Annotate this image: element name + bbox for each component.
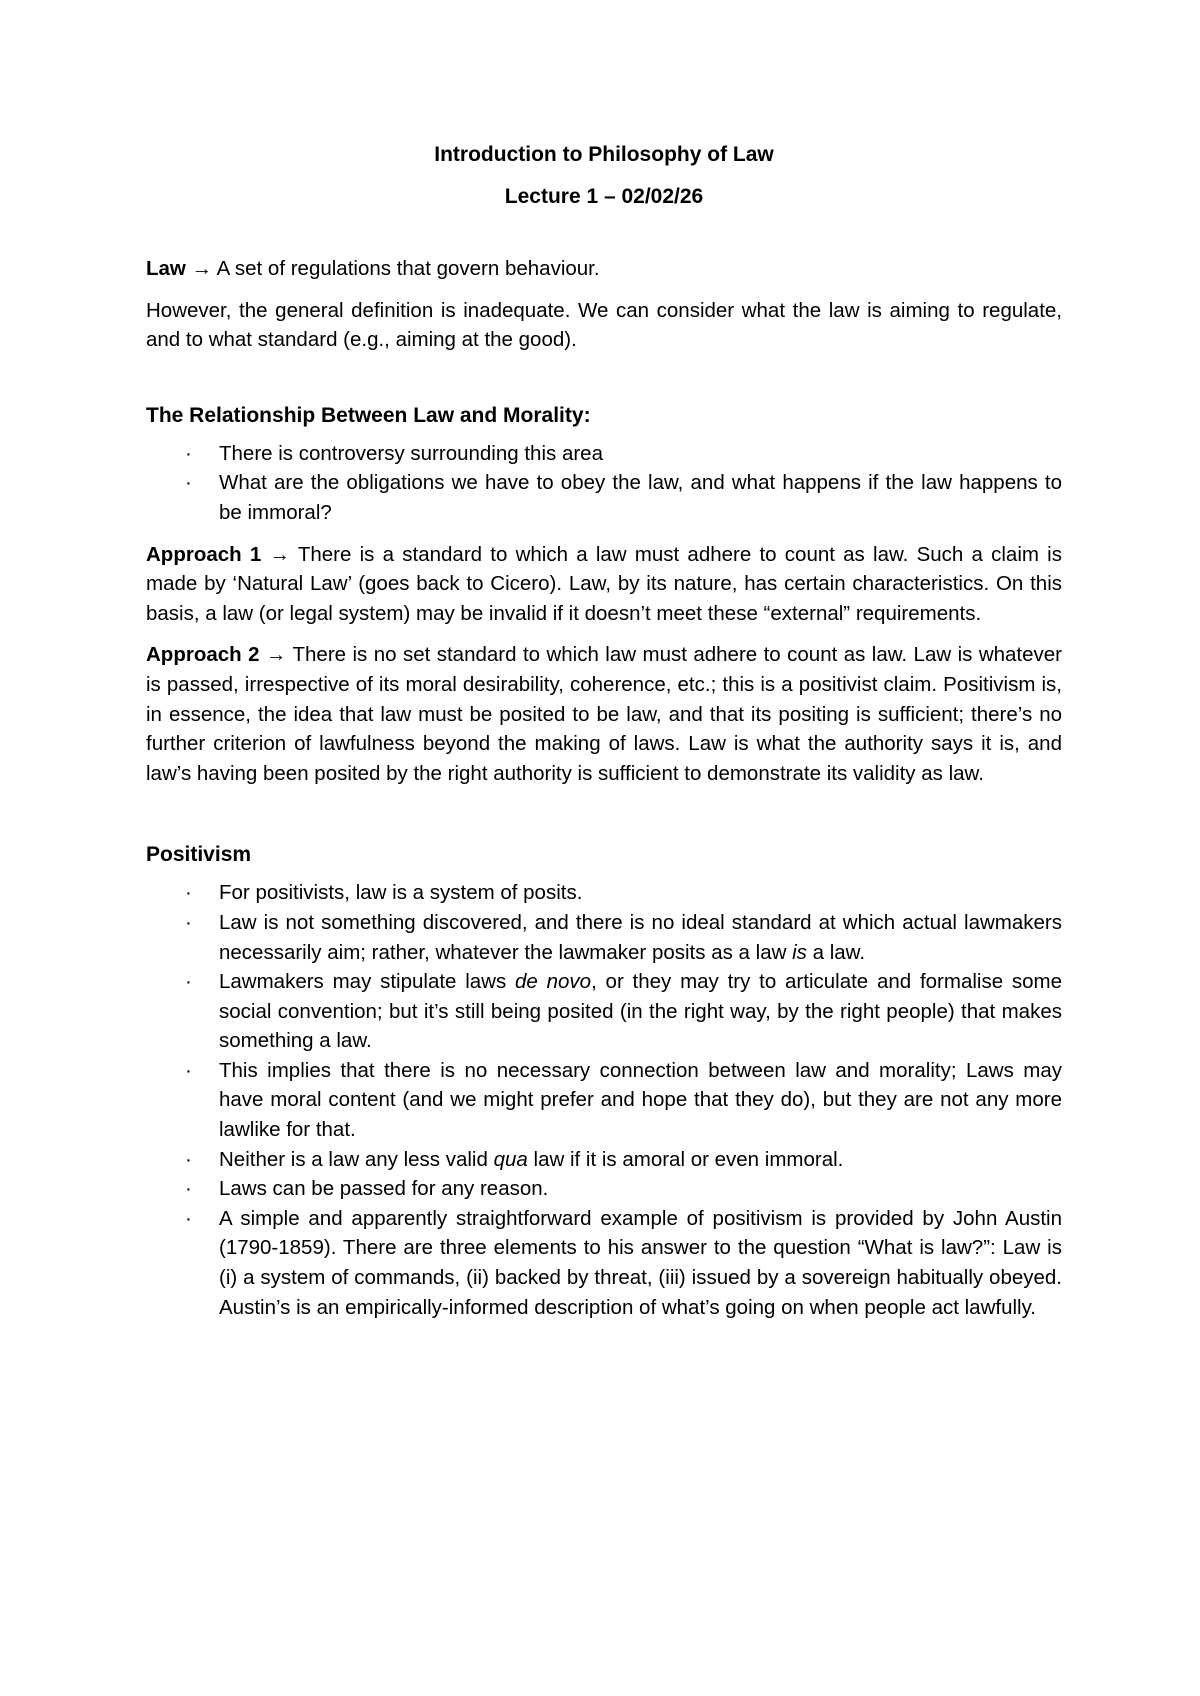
intro-paragraph: However, the general definition is inadequate. We can consider what the law is aiming to regulate, and to what standard (e.g., aiming at the good). xyxy=(146,298,1062,352)
bullet-icon: · xyxy=(185,1206,192,1230)
list-item xyxy=(146,967,1062,1056)
list-item xyxy=(146,439,1062,469)
section-heading-positivism: Positivism xyxy=(146,843,252,867)
document-title: Introduction to Philosophy of Law xyxy=(434,143,774,166)
bullet-icon: · xyxy=(185,1177,192,1201)
bullet-icon: · xyxy=(185,441,192,465)
list-item-text xyxy=(219,1148,843,1171)
bullet-icon: · xyxy=(185,1058,192,1082)
approach-1-label: Approach 1 xyxy=(146,542,262,566)
text-run: Lawmakers may stipulate laws xyxy=(219,970,516,994)
arrow-icon: → xyxy=(191,257,213,280)
document-page xyxy=(146,140,1062,1322)
list-item xyxy=(146,908,1062,967)
approach-2-label: Approach 2 xyxy=(146,643,260,667)
italic-text: de novo xyxy=(515,970,592,994)
text-run: Law is not something discovered, and there is no ideal standard at which actual lawmakers necessarily aim; rather, whatever the lawmaker posits as a law xyxy=(219,910,1062,964)
law-definition xyxy=(146,254,1062,284)
text-run: a law. xyxy=(806,940,866,964)
list-item xyxy=(146,1145,1062,1175)
lecture-subtitle: Lecture 1 – 02/02/26 xyxy=(504,185,704,208)
list-item xyxy=(146,1204,1062,1322)
approach-1-paragraph xyxy=(146,540,1062,629)
list-item xyxy=(146,468,1062,527)
list-item-text xyxy=(219,970,1062,1052)
approach-2-text: There is no set standard to which law must adhere to count as law. Law is whatever is passed, irrespective of its moral desirability, coherence, etc.; this is a positivist claim. Positivism is, in essence, the idea that law must be posited to be law, and that its positing is sufficient; there’s no further criterion of lawfulness beyond the making of laws. Law is what the authority says it is, and law’s having been posited by the right authority is sufficient to demonstrate its validity as law. xyxy=(146,643,1062,785)
section-heading-relationship: The Relationship Between Law and Morality: xyxy=(146,403,591,427)
list-item-text: What are the obligations we have to obey the law, and what happens if the law happens to be immoral? xyxy=(219,471,1062,524)
list-item-text xyxy=(219,911,1062,964)
bullet-icon: · xyxy=(185,970,192,994)
approach-2-paragraph xyxy=(146,640,1062,788)
bullet-icon: · xyxy=(185,1147,192,1171)
italic-text: qua xyxy=(493,1147,528,1171)
italic-text: is xyxy=(792,940,807,964)
bullet-icon: · xyxy=(185,471,192,495)
arrow-icon: → xyxy=(265,643,287,667)
bullet-icon: · xyxy=(185,881,192,905)
list-item-text: A simple and apparently straightforward example of positivism is provided by John Austin (1790-1859). There are three elements to his answer to the question “What is law?”: Law is (i) a system of commands, (ii) backed by threat, (iii) issued by a sovereign habitually obeyed. Austin’s is an empirically-informed description of what’s going on when people act lawfully. xyxy=(219,1206,1062,1319)
relationship-bullet-list xyxy=(146,439,1062,528)
list-item xyxy=(146,878,1062,908)
list-item xyxy=(146,1056,1062,1145)
text-run: , or they may try to articulate and formalise some social convention; but it’s still being posited (in the right way, by the right people) that makes something a law. xyxy=(219,970,1063,1053)
text-run: law if it is amoral or even immoral. xyxy=(527,1147,844,1171)
definition-term: Law xyxy=(146,257,186,280)
approach-1-text: There is a standard to which a law must adhere to count as law. Such a claim is made by ‘Natural Law’ (goes back to Cicero). Law, by its nature, has certain characteristics. On this basis, a law (or legal system) may be invalid if it doesn’t meet these “external” requirements. xyxy=(146,542,1062,625)
list-item xyxy=(146,1174,1062,1204)
list-item-text: There is controversy surrounding this area xyxy=(219,441,603,465)
bullet-icon: · xyxy=(185,910,192,934)
arrow-icon: → xyxy=(269,542,291,566)
list-item-text: This implies that there is no necessary connection between law and morality; Laws may have moral content (and we might prefer and hope that they do), but they are not any more lawlike for that. xyxy=(219,1058,1062,1142)
text-run: Neither is a law any less valid xyxy=(219,1147,494,1171)
list-item-text: For positivists, law is a system of posits. xyxy=(219,881,583,905)
list-item-text: Laws can be passed for any reason. xyxy=(219,1177,549,1201)
definition-text: A set of regulations that govern behaviour. xyxy=(212,257,600,280)
positivism-bullet-list xyxy=(146,878,1062,1322)
